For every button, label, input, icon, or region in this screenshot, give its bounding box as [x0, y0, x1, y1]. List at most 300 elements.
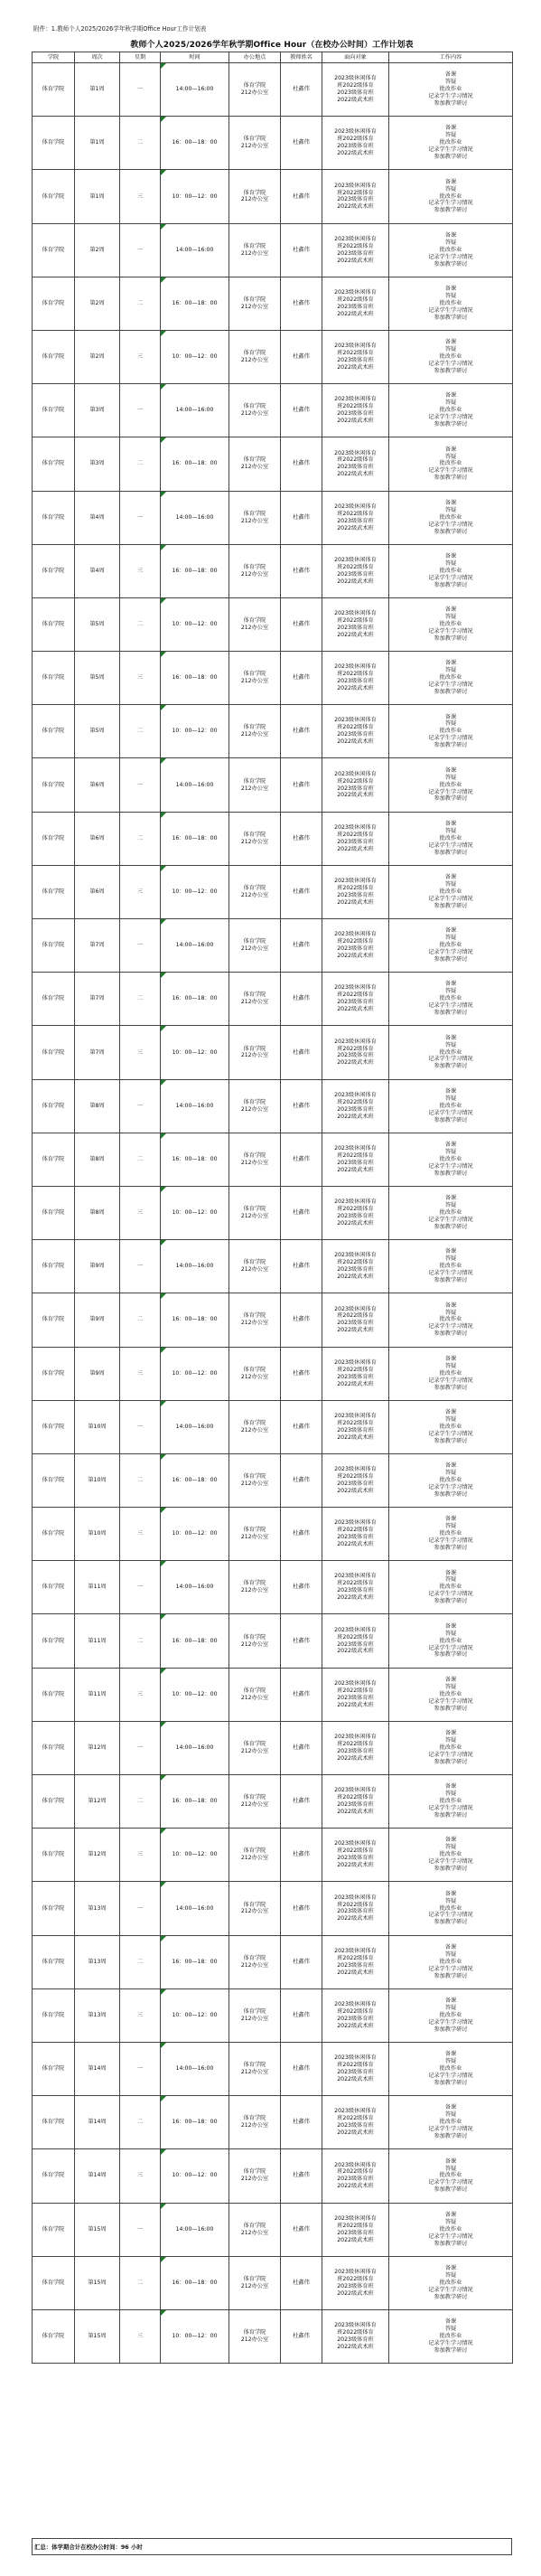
cell-teacher-text: 杜鑫伟 — [293, 1637, 310, 1644]
cell-teacher-text: 杜鑫伟 — [293, 1477, 310, 1483]
cell-week — [75, 384, 120, 437]
cell-day-text: 三 — [136, 353, 144, 361]
cell-day — [120, 1186, 161, 1239]
cell-teacher-text: 杜鑫伟 — [293, 1048, 310, 1056]
cell-comment-marker-icon — [161, 652, 166, 657]
cell-teacher-text: 杜鑫伟 — [293, 1744, 310, 1751]
cell-time — [161, 2096, 229, 2149]
cell-day-text: 二 — [136, 995, 144, 1002]
cell-day — [120, 1668, 161, 1721]
cell-location — [229, 2203, 281, 2256]
cell-time-text: 16：00—18：00 — [172, 2279, 218, 2286]
cell-audience — [322, 223, 389, 277]
cell-audience — [322, 2256, 389, 2309]
cell-week-text: 第12周 — [88, 1744, 107, 1751]
cell-college — [33, 973, 75, 1026]
cell-week-text: 第5周 — [89, 621, 105, 627]
cell-comment-marker-icon — [161, 1614, 166, 1620]
cell-audience-text: 2023级休闲体育 班2022级体育 2023级体育班 2022级武术班 — [334, 663, 377, 692]
cell-location-text: 体育学院 212办公室 — [240, 1580, 269, 1594]
cell-teacher-text: 杜鑫伟 — [293, 353, 310, 361]
cell-audience-text: 2023级休闲体育 班2022级体育 2023级体育班 2022级武术班 — [334, 1894, 377, 1923]
cell-teacher — [281, 919, 322, 973]
cell-audience — [322, 63, 389, 117]
cell-time — [161, 973, 229, 1026]
cell-time-text: 16：00—18：00 — [172, 2119, 218, 2126]
cell-comment-marker-icon — [161, 1775, 166, 1781]
cell-audience-text: 2023级休闲体育 班2022级体育 2023级体育班 2022级武术班 — [334, 1679, 377, 1708]
cell-work-text: 备课 答疑 批改作业 记录学生学习情况 参加教学研讨 — [428, 820, 473, 856]
cell-day-text: 二 — [136, 1958, 144, 1965]
cell-time — [161, 1400, 229, 1453]
cell-day — [120, 1829, 161, 1882]
cell-week — [75, 170, 120, 223]
cell-day — [120, 437, 161, 491]
cell-week-text: 第11周 — [88, 1637, 107, 1644]
cell-college-text: 体育学院 — [42, 2333, 65, 2339]
cell-week-text: 第9周 — [89, 1316, 105, 1323]
cell-day — [120, 384, 161, 437]
cell-location — [229, 223, 281, 277]
cell-audience — [322, 437, 389, 491]
cell-work — [389, 170, 513, 223]
cell-week-text: 第1周 — [89, 139, 105, 146]
cell-week-text: 第10周 — [88, 1477, 107, 1483]
cell-day — [120, 1508, 161, 1561]
cell-week — [75, 597, 120, 651]
cell-location — [229, 1775, 281, 1829]
cell-week — [75, 277, 120, 330]
cell-work-text: 备课 答疑 批改作业 记录学生学习情况 参加教学研讨 — [428, 1622, 473, 1659]
cell-comment-marker-icon — [161, 919, 166, 925]
table-row — [33, 1561, 513, 1614]
cell-week — [75, 1347, 120, 1400]
cell-week — [75, 544, 120, 597]
cell-audience-text: 2023级休闲体育 班2022级体育 2023级体育班 2022级武术班 — [334, 2054, 377, 2082]
cell-college-text: 体育学院 — [42, 2065, 65, 2073]
cell-time-text: 16：00—18：00 — [172, 1798, 218, 1805]
cell-time-text: 10：00—12：00 — [172, 1851, 218, 1858]
cell-week — [75, 2203, 120, 2256]
cell-work-text: 备课 答疑 批改作业 记录学生学习情况 参加教学研讨 — [428, 2158, 473, 2194]
cell-time — [161, 1829, 229, 1882]
table-row — [33, 1614, 513, 1668]
cell-time — [161, 1935, 229, 1988]
cell-comment-marker-icon — [161, 973, 166, 978]
header-teacher: 教师姓名 — [281, 52, 322, 63]
cell-day-text: 三 — [136, 2011, 144, 2018]
cell-college-text: 体育学院 — [42, 1263, 65, 1270]
cell-day-text: 二 — [136, 2119, 144, 2126]
cell-location-text: 体育学院 212办公室 — [240, 2062, 269, 2076]
cell-week — [75, 652, 120, 705]
cell-audience-text: 2023级休闲体育 班2022级体育 2023级体育班 2022级武术班 — [334, 235, 377, 264]
cell-college-text: 体育学院 — [42, 353, 65, 361]
cell-location-text: 体育学院 212办公室 — [240, 1152, 269, 1166]
cell-audience — [322, 1561, 389, 1614]
header-college: 学院 — [33, 52, 75, 63]
cell-audience — [322, 812, 389, 865]
cell-comment-marker-icon — [161, 1882, 166, 1887]
cell-comment-marker-icon — [161, 2310, 166, 2316]
cell-day-text: 三 — [136, 2172, 144, 2179]
cell-audience-text: 2023级休闲体育 班2022级体育 2023级体育班 2022级武术班 — [334, 1573, 377, 1602]
cell-teacher-text: 杜鑫伟 — [293, 2119, 310, 2126]
cell-college — [33, 1293, 75, 1347]
cell-college-text: 体育学院 — [42, 1851, 65, 1858]
cell-day — [120, 597, 161, 651]
table-row — [33, 1026, 513, 1079]
cell-college — [33, 384, 75, 437]
cell-teacher — [281, 1829, 322, 1882]
cell-audience — [322, 1775, 389, 1829]
cell-audience — [322, 1453, 389, 1507]
header-work: 工作内容 — [389, 52, 513, 63]
cell-time-text: 14:00—16:00 — [175, 407, 214, 414]
cell-college — [33, 277, 75, 330]
cell-teacher — [281, 1721, 322, 1774]
cell-audience-text: 2023级休闲体育 班2022级体育 2023级体育班 2022级武术班 — [334, 1144, 377, 1173]
cell-comment-marker-icon — [161, 1936, 166, 1941]
table-row — [33, 812, 513, 865]
cell-work-text: 备课 答疑 批改作业 记录学生学习情况 参加教学研讨 — [428, 1730, 473, 1765]
table-header-row — [33, 52, 513, 63]
cell-week — [75, 1561, 120, 1614]
cell-week — [75, 1186, 120, 1239]
cell-comment-marker-icon — [161, 170, 166, 175]
table-row — [33, 652, 513, 705]
cell-day — [120, 1561, 161, 1614]
table-row — [33, 597, 513, 651]
cell-college-text: 体育学院 — [42, 1209, 65, 1217]
cell-day-text: 一 — [136, 1102, 144, 1109]
cell-day-text: 三 — [136, 1530, 144, 1537]
cell-location — [229, 758, 281, 812]
table-row — [33, 437, 513, 491]
cell-location-text: 体育学院 212办公室 — [240, 2329, 269, 2343]
cell-comment-marker-icon — [161, 437, 166, 443]
cell-day — [120, 2149, 161, 2203]
cell-location — [229, 597, 281, 651]
cell-teacher-text: 杜鑫伟 — [293, 674, 310, 682]
cell-week-text: 第14周 — [88, 2119, 107, 2126]
cell-time — [161, 170, 229, 223]
cell-time — [161, 1882, 229, 1935]
cell-location-text: 体育学院 212办公室 — [240, 1740, 269, 1754]
cell-day — [120, 2256, 161, 2309]
cell-work — [389, 1882, 513, 1935]
cell-day-text: 二 — [136, 1637, 144, 1644]
cell-work-text: 备课 答疑 批改作业 记录学生学习情况 参加教学研讨 — [428, 1034, 473, 1070]
cell-work — [389, 223, 513, 277]
cell-location — [229, 170, 281, 223]
cell-location-text: 体育学院 212办公室 — [240, 2168, 269, 2183]
cell-audience — [322, 865, 389, 918]
cell-teacher — [281, 758, 322, 812]
cell-teacher-text: 杜鑫伟 — [293, 1851, 310, 1858]
cell-day — [120, 223, 161, 277]
cell-time — [161, 384, 229, 437]
cell-work-text: 备课 答疑 批改作业 记录学生学习情况 参加教学研讨 — [428, 660, 473, 696]
cell-work — [389, 1453, 513, 1507]
cell-location — [229, 2256, 281, 2309]
cell-college-text: 体育学院 — [42, 2119, 65, 2126]
cell-work — [389, 1561, 513, 1614]
cell-week-text: 第8周 — [89, 1209, 105, 1217]
cell-time-text: 16：00—18：00 — [172, 139, 218, 146]
cell-location — [229, 1829, 281, 1882]
table-row — [33, 1400, 513, 1453]
cell-week-text: 第13周 — [88, 2011, 107, 2018]
cell-location — [229, 1721, 281, 1774]
cell-teacher-text: 杜鑫伟 — [293, 1369, 310, 1377]
cell-time-text: 16：00—18：00 — [172, 674, 218, 682]
cell-audience-text: 2023级休闲体育 班2022级体育 2023级体育班 2022级武术班 — [334, 1305, 377, 1334]
cell-week — [75, 491, 120, 544]
cell-college — [33, 63, 75, 117]
cell-work-text: 备课 答疑 批改作业 记录学生学习情况 参加教学研讨 — [428, 1569, 473, 1605]
cell-college — [33, 1453, 75, 1507]
cell-work — [389, 1775, 513, 1829]
cell-day — [120, 812, 161, 865]
cell-teacher — [281, 223, 322, 277]
cell-work-text: 备课 答疑 批改作业 记录学生学习情况 参加教学研讨 — [428, 1195, 473, 1230]
cell-day — [120, 1453, 161, 1507]
cell-audience — [322, 117, 389, 170]
cell-comment-marker-icon — [161, 2149, 166, 2155]
cell-location-text: 体育学院 212办公室 — [240, 296, 269, 310]
cell-teacher-text: 杜鑫伟 — [293, 407, 310, 414]
cell-teacher-text: 杜鑫伟 — [293, 139, 310, 146]
table-row — [33, 1240, 513, 1293]
cell-week-text: 第15周 — [88, 2279, 107, 2286]
cell-location — [229, 652, 281, 705]
cell-teacher — [281, 170, 322, 223]
cell-time — [161, 330, 229, 383]
cell-week-text: 第15周 — [88, 2333, 107, 2339]
cell-location-text: 体育学院 212办公室 — [240, 563, 269, 578]
cell-time-text: 14:00—16:00 — [175, 1904, 214, 1912]
cell-time-text: 14:00—16:00 — [175, 781, 214, 788]
cell-work — [389, 117, 513, 170]
table-row — [33, 1347, 513, 1400]
cell-work-text: 备课 答疑 批改作业 记录学生学习情况 参加教学研讨 — [428, 286, 473, 321]
cell-audience — [322, 1829, 389, 1882]
cell-location — [229, 1988, 281, 2042]
cell-work — [389, 812, 513, 865]
cell-teacher — [281, 2042, 322, 2095]
cell-location-text: 体育学院 212办公室 — [240, 1847, 269, 1862]
cell-teacher — [281, 1882, 322, 1935]
cell-day-text: 三 — [136, 1851, 144, 1858]
cell-day-text: 二 — [136, 139, 144, 146]
cell-audience — [322, 919, 389, 973]
cell-location — [229, 1882, 281, 1935]
cell-day-text: 二 — [136, 1477, 144, 1483]
cell-time-text: 10：00—12：00 — [172, 1369, 218, 1377]
cell-location-text: 体育学院 212办公室 — [240, 2222, 269, 2236]
cell-time — [161, 2309, 229, 2363]
cell-college-text: 体育学院 — [42, 1369, 65, 1377]
cell-work-text: 备课 答疑 批改作业 记录学生学习情况 参加教学研讨 — [428, 125, 473, 161]
cell-college-text: 体育学院 — [42, 1958, 65, 1965]
cell-week-text: 第10周 — [88, 1423, 107, 1430]
cell-work-text: 备课 答疑 批改作业 记录学生学习情况 参加教学研讨 — [428, 2211, 473, 2247]
cell-college — [33, 865, 75, 918]
cell-comment-marker-icon — [161, 1401, 166, 1406]
cell-teacher — [281, 1508, 322, 1561]
cell-teacher-text: 杜鑫伟 — [293, 1690, 310, 1697]
cell-teacher-text: 杜鑫伟 — [293, 621, 310, 627]
cell-time-text: 16：00—18：00 — [172, 299, 218, 306]
cell-week-text: 第9周 — [89, 1263, 105, 1270]
cell-location — [229, 1133, 281, 1186]
cell-work — [389, 1133, 513, 1186]
cell-time-text: 14:00—16:00 — [175, 1423, 214, 1430]
cell-day-text: 二 — [136, 1316, 144, 1323]
cell-teacher — [281, 597, 322, 651]
cell-comment-marker-icon — [161, 1829, 166, 1834]
cell-teacher — [281, 1614, 322, 1668]
cell-time — [161, 758, 229, 812]
cell-day — [120, 1400, 161, 1453]
cell-work — [389, 1668, 513, 1721]
cell-college-text: 体育学院 — [42, 86, 65, 93]
cell-audience — [322, 973, 389, 1026]
cell-audience-text: 2023级休闲体育 班2022级体育 2023级体育班 2022级武术班 — [334, 396, 377, 425]
cell-teacher-text: 杜鑫伟 — [293, 728, 310, 735]
table-row — [33, 705, 513, 758]
cell-time — [161, 865, 229, 918]
cell-day — [120, 1935, 161, 1988]
cell-location-text: 体育学院 212办公室 — [240, 1098, 269, 1113]
cell-week — [75, 1988, 120, 2042]
cell-work-text: 备课 答疑 批改作业 记录学生学习情况 参加教学研讨 — [428, 874, 473, 909]
cell-day-text: 三 — [136, 2333, 144, 2339]
cell-audience-text: 2023级休闲体育 班2022级体育 2023级体育班 2022级武术班 — [334, 1359, 377, 1387]
cell-college-text: 体育学院 — [42, 995, 65, 1002]
cell-time — [161, 1240, 229, 1293]
cell-day — [120, 758, 161, 812]
table-row — [33, 2309, 513, 2363]
table-row — [33, 1453, 513, 1507]
cell-time — [161, 1347, 229, 1400]
cell-week-text: 第5周 — [89, 728, 105, 735]
cell-teacher — [281, 437, 322, 491]
cell-teacher — [281, 384, 322, 437]
cell-college — [33, 1721, 75, 1774]
cell-teacher — [281, 1988, 322, 2042]
cell-week — [75, 1453, 120, 1507]
cell-teacher-text: 杜鑫伟 — [293, 2172, 310, 2179]
cell-location — [229, 1347, 281, 1400]
cell-work — [389, 491, 513, 544]
cell-audience-text: 2023级休闲体育 班2022级体育 2023级体育班 2022级武术班 — [334, 878, 377, 906]
cell-time — [161, 1988, 229, 2042]
cell-location — [229, 919, 281, 973]
cell-time — [161, 1026, 229, 1079]
cell-comment-marker-icon — [161, 1669, 166, 1674]
cell-time-text: 10：00—12：00 — [172, 728, 218, 735]
cell-work — [389, 652, 513, 705]
cell-college — [33, 652, 75, 705]
cell-work-text: 备课 答疑 批改作业 记录学生学习情况 参加教学研讨 — [428, 339, 473, 374]
cell-college — [33, 1400, 75, 1453]
cell-teacher-text: 杜鑫伟 — [293, 2279, 310, 2286]
cell-audience-text: 2023级休闲体育 班2022级体育 2023级体育班 2022级武术班 — [334, 931, 377, 960]
cell-college — [33, 1026, 75, 1079]
cell-location-text: 体育学院 212办公室 — [240, 1527, 269, 1541]
cell-audience-text: 2023级休闲体育 班2022级体育 2023级体育班 2022级武术班 — [334, 2000, 377, 2029]
cell-audience-text: 2023级休闲体育 班2022级体育 2023级体育班 2022级武术班 — [334, 75, 377, 104]
cell-audience-text: 2023级休闲体育 班2022级体育 2023级体育班 2022级武术班 — [334, 2108, 377, 2137]
cell-day — [120, 330, 161, 383]
cell-location — [229, 491, 281, 544]
cell-college-text: 体育学院 — [42, 834, 65, 841]
table-row — [33, 865, 513, 918]
cell-time-text: 14:00—16:00 — [175, 513, 214, 521]
cell-college — [33, 2309, 75, 2363]
cell-time-text: 16：00—18：00 — [172, 1637, 218, 1644]
cell-location — [229, 1186, 281, 1239]
cell-time-text: 14:00—16:00 — [175, 2225, 214, 2233]
cell-location-text: 体育学院 212办公室 — [240, 2115, 269, 2129]
cell-work-text: 备课 答疑 批改作业 记录学生学习情况 参加教学研讨 — [428, 766, 473, 803]
cell-time-text: 10：00—12：00 — [172, 193, 218, 200]
cell-college-text: 体育学院 — [42, 621, 65, 627]
cell-teacher — [281, 117, 322, 170]
cell-day-text: 一 — [136, 1904, 144, 1912]
cell-day-text: 二 — [136, 460, 144, 467]
cell-college — [33, 117, 75, 170]
cell-college — [33, 491, 75, 544]
cell-teacher — [281, 1453, 322, 1507]
cell-comment-marker-icon — [161, 384, 166, 390]
cell-location-text: 体育学院 212办公室 — [240, 1687, 269, 1701]
cell-audience — [322, 384, 389, 437]
cell-college — [33, 1668, 75, 1721]
cell-week — [75, 2309, 120, 2363]
cell-location-text: 体育学院 212办公室 — [240, 1312, 269, 1327]
cell-college — [33, 2042, 75, 2095]
cell-audience — [322, 277, 389, 330]
cell-location-text: 体育学院 212办公室 — [240, 777, 269, 792]
cell-comment-marker-icon — [161, 1133, 166, 1139]
cell-college — [33, 758, 75, 812]
cell-day — [120, 2309, 161, 2363]
cell-week — [75, 1614, 120, 1668]
cell-time — [161, 1508, 229, 1561]
cell-teacher — [281, 1026, 322, 1079]
cell-teacher — [281, 2096, 322, 2149]
cell-time-text: 10：00—12：00 — [172, 353, 218, 361]
cell-day-text: 三 — [136, 888, 144, 895]
cell-time — [161, 544, 229, 597]
cell-location-text: 体育学院 212办公室 — [240, 1045, 269, 1059]
cell-teacher-text: 杜鑫伟 — [293, 1530, 310, 1537]
cell-audience — [322, 1293, 389, 1347]
table-row — [33, 1293, 513, 1347]
cell-day — [120, 919, 161, 973]
cell-time-text: 10：00—12：00 — [172, 1209, 218, 1217]
cell-college — [33, 1347, 75, 1400]
table-row — [33, 1186, 513, 1239]
cell-comment-marker-icon — [161, 63, 166, 69]
cell-college-text: 体育学院 — [42, 460, 65, 467]
table-title: 教师个人2025/2026学年秋学期Office Hour（在校办公时间）工作计划表 — [130, 41, 414, 50]
cell-comment-marker-icon — [161, 813, 166, 818]
cell-audience-text: 2023级休闲体育 班2022级体育 2023级体育班 2022级武术班 — [334, 2161, 377, 2190]
